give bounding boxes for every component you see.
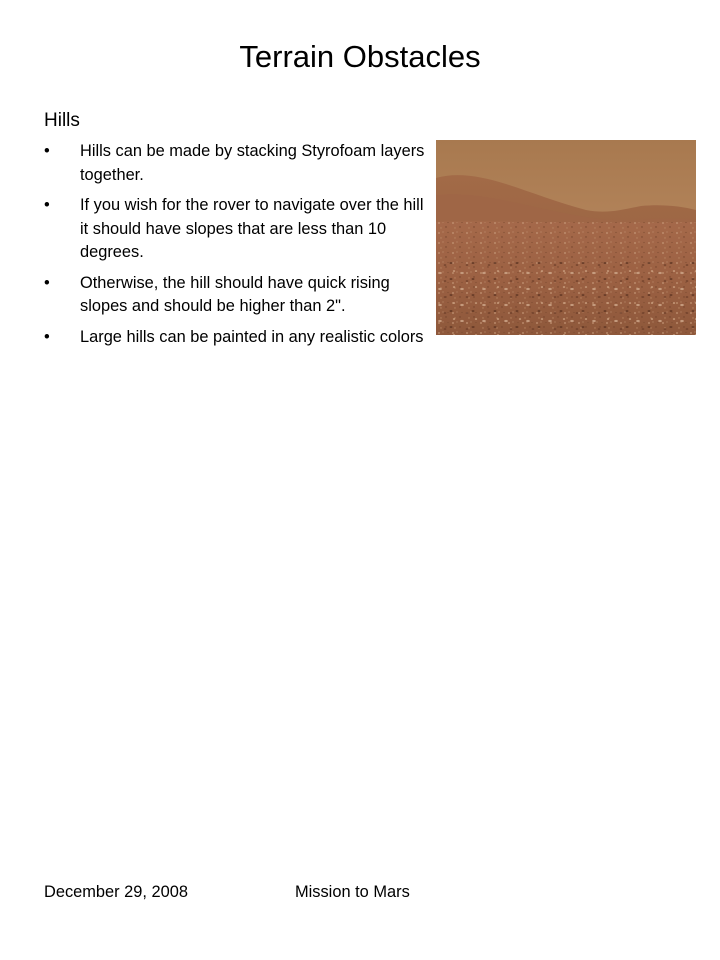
- bullet-icon: •: [44, 142, 50, 160]
- bullet-icon: •: [44, 273, 50, 292]
- bullet-icon: •: [44, 196, 50, 214]
- footer-title: Mission to Mars: [295, 883, 410, 901]
- bullet-icon: •: [44, 327, 50, 346]
- mars-landscape-image: [436, 140, 696, 335]
- mars-terrain-photo: [436, 140, 696, 335]
- footer-date: December 29, 2008: [44, 883, 188, 901]
- section-heading: Hills: [44, 110, 80, 131]
- bullet-item: [44, 194, 428, 265]
- bullet-text: Hills can be made by stacking Styrofoam layers together.: [80, 142, 425, 184]
- bullet-item: [44, 272, 428, 319]
- slide-title: Terrain Obstacles: [239, 39, 481, 74]
- bullet-text: Otherwise, the hill should have quick rising slopes and should be higher than 2".: [80, 273, 390, 315]
- bullet-item: [44, 326, 428, 350]
- bullet-item: [44, 140, 428, 187]
- bullet-list: [44, 140, 428, 356]
- bullet-text: Large hills can be painted in any realistic colors: [80, 327, 424, 346]
- bullet-text: If you wish for the rover to navigate over the hill it should have slopes that are less than 10 degrees.: [80, 196, 424, 261]
